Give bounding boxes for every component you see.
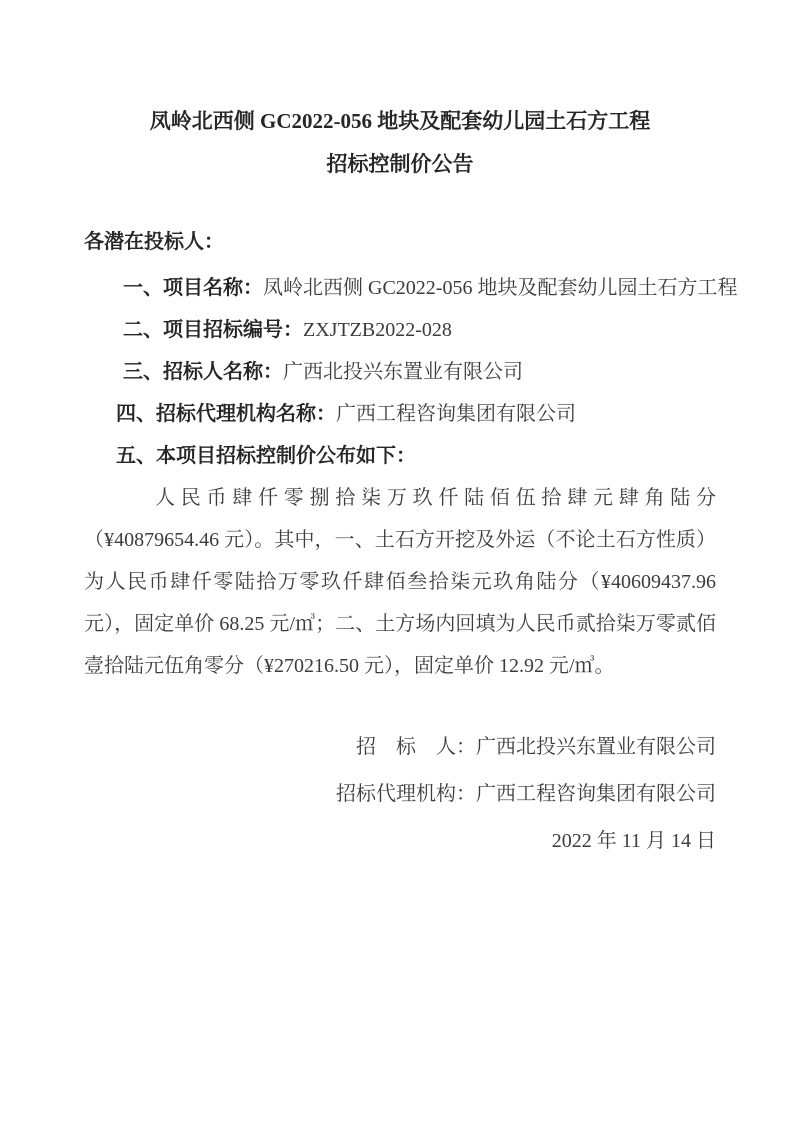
item-tender-number (123, 309, 716, 351)
item-label: 三、招标人名称： (123, 361, 283, 383)
item-tenderer-name (123, 351, 716, 393)
agency-label: 招标代理机构： (336, 783, 476, 805)
agency-signature-line (84, 771, 716, 818)
title-line-1: 凤岭北西侧 GC2022-056 地块及配套幼儿园土石方工程 (149, 109, 651, 133)
salutation: 各潜在投标人： (84, 231, 224, 253)
item-label: 二、项目招标编号： (123, 319, 303, 341)
tenderer-signature-line (84, 724, 716, 771)
agency-name: 广西工程咨询集团有限公司 (476, 783, 716, 805)
item-label: 五、本项目招标控制价公布如下： (116, 445, 416, 467)
item-value: 广西北投兴东置业有限公司 (283, 361, 523, 383)
item-agency-name (116, 393, 716, 435)
item-control-price-heading (116, 435, 716, 477)
item-value: ZXJTZB2022-028 (303, 319, 452, 341)
item-label: 四、招标代理机构名称： (116, 403, 336, 425)
numbered-items (84, 267, 738, 477)
tenderer-label: 招 标 人： (356, 736, 476, 758)
control-price-paragraph: 人民币肆仟零捌拾柒万玖仟陆佰伍拾肆元肆角陆分（¥40879654.46 元）。其中，一、土石方开挖及外运（不论土石方性质）为人民币肆仟零陆拾万零玖仟肆佰叁拾柒元玖角陆分（¥40609437.96 元），固定单价 68.25 元/㎥；二、土方场内回填为人民币贰拾柒万零贰佰壹拾陆元伍角零分（¥270216.50 元），固定单价 12.92 元/㎥。 (84, 487, 716, 677)
signature-block (84, 724, 716, 865)
item-label: 一、项目名称： (123, 277, 263, 299)
document-title (84, 100, 716, 186)
tenderer-name: 广西北投兴东置业有限公司 (476, 736, 716, 758)
date-line: 2022 年 11 月 14 日 (551, 830, 716, 852)
item-value: 广西工程咨询集团有限公司 (336, 403, 576, 425)
item-project-name (123, 267, 738, 309)
title-line-2: 招标控制价公告 (326, 152, 474, 176)
item-value: 凤岭北西侧 GC2022-056 地块及配套幼儿园土石方工程 (263, 277, 738, 299)
